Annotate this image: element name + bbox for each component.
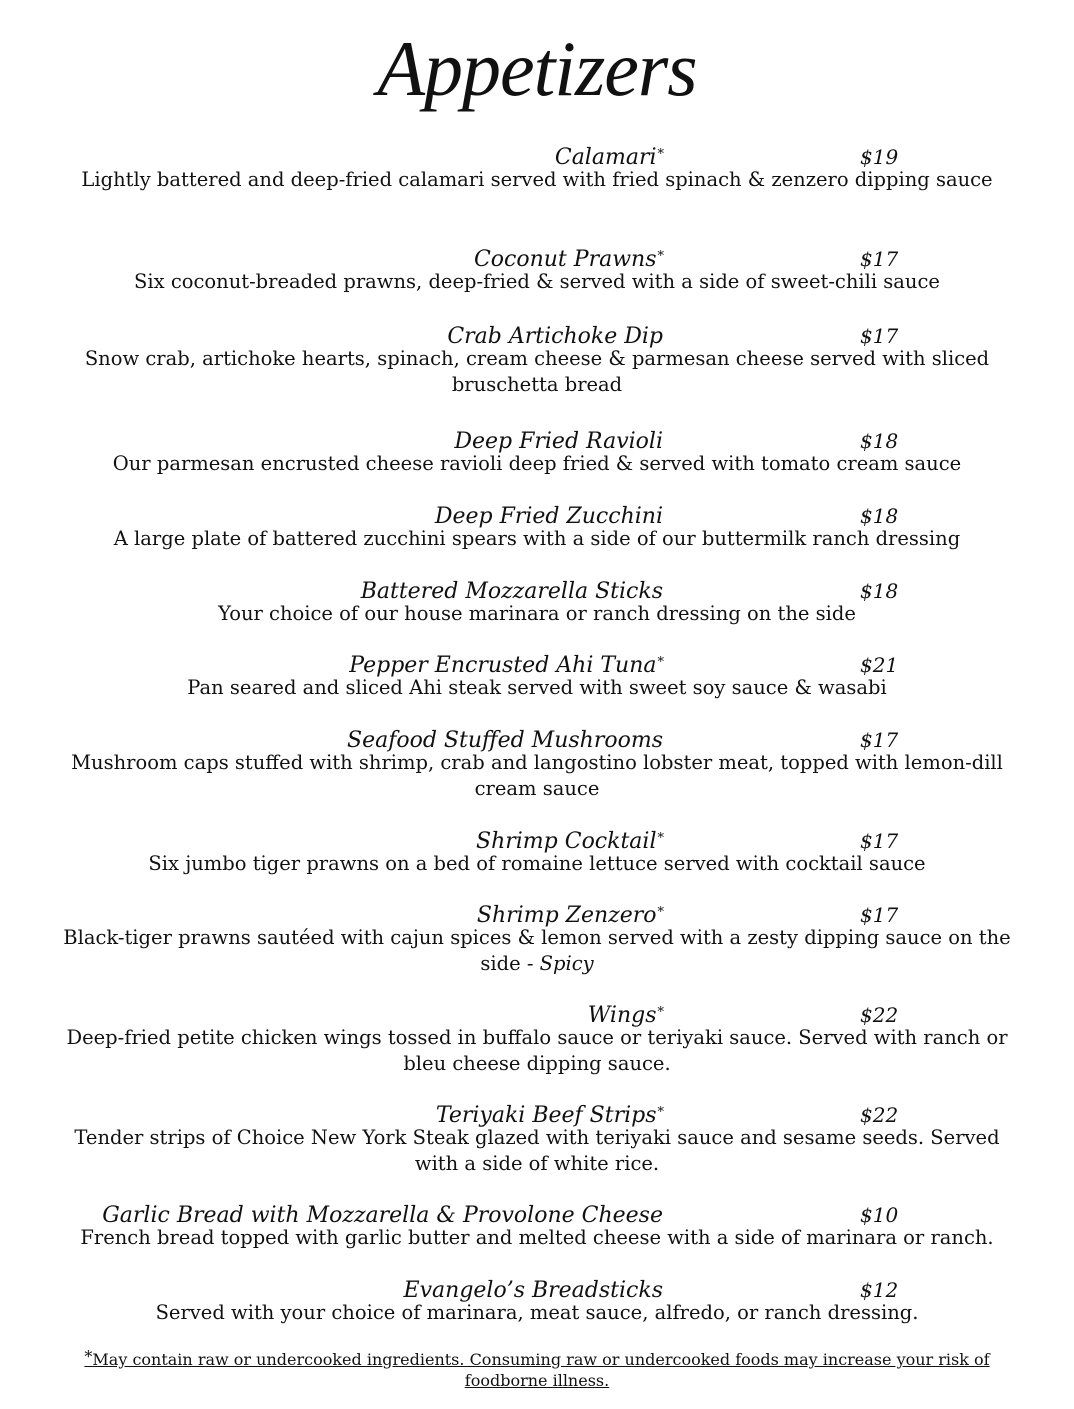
item-description: Black-tiger prawns sautéed with cajun spices & lemon served with a zesty dipping sauce on the side - Spicy bbox=[63, 926, 1011, 975]
footnote-star: * bbox=[84, 1347, 93, 1366]
raw-warning-star: * bbox=[657, 905, 664, 920]
item-price: $19 bbox=[860, 145, 899, 169]
item-price: $17 bbox=[860, 247, 899, 271]
item-description: Pan seared and sliced Ahi steak served with sweet soy sauce & wasabi bbox=[187, 676, 887, 699]
item-name: Crab Artichoke Dip bbox=[447, 324, 663, 349]
item-price: $18 bbox=[860, 429, 899, 453]
item-description: Your choice of our house marinara or ranch dressing on the side bbox=[218, 602, 856, 625]
raw-warning-star: * bbox=[657, 1005, 664, 1020]
menu-item-teriyaki-beef-strips bbox=[0, 1098, 1074, 1177]
item-description: Served with your choice of marinara, meat sauce, alfredo, or ranch dressing. bbox=[155, 1301, 919, 1324]
item-price: $17 bbox=[860, 728, 899, 752]
item-name: Garlic Bread with Mozzarella & Provolone Cheese bbox=[102, 1203, 663, 1228]
menu-item-stuffed-mushrooms bbox=[0, 723, 1074, 802]
raw-warning-star: * bbox=[657, 655, 664, 670]
item-price: $22 bbox=[860, 1003, 899, 1027]
menu-item-shrimp-zenzero bbox=[0, 898, 1074, 977]
menu-item-wings bbox=[0, 998, 1074, 1077]
item-name: Wings* bbox=[587, 1003, 664, 1028]
item-price: $17 bbox=[860, 829, 899, 853]
item-name: Shrimp Zenzero* bbox=[476, 903, 664, 928]
item-price: $17 bbox=[860, 903, 899, 927]
item-name: Pepper Encrusted Ahi Tuna* bbox=[349, 653, 664, 678]
item-description: Six coconut-breaded prawns, deep-fried & served with a side of sweet-chili sauce bbox=[134, 270, 940, 293]
item-description: Deep-fried petite chicken wings tossed in buffalo sauce or teriyaki sauce. Served with ranch or bleu cheese dipping sauce. bbox=[66, 1026, 1008, 1075]
menu-item-breadsticks bbox=[0, 1273, 1074, 1326]
menu-item-coconut-prawns bbox=[0, 242, 1074, 295]
spicy-label: Spicy bbox=[539, 952, 594, 975]
item-name: Battered Mozzarella Sticks bbox=[360, 579, 663, 604]
item-price: $17 bbox=[860, 324, 899, 348]
raw-warning-star: * bbox=[657, 249, 664, 264]
menu-item-deep-fried-ravioli bbox=[0, 424, 1074, 477]
raw-warning-star: * bbox=[657, 831, 664, 846]
item-description: Snow crab, artichoke hearts, spinach, cream cheese & parmesan cheese served with sliced bruschetta bread bbox=[84, 347, 990, 396]
item-name: Seafood Stuffed Mushrooms bbox=[347, 728, 663, 753]
item-name: Shrimp Cocktail* bbox=[476, 829, 664, 854]
item-price: $10 bbox=[860, 1203, 899, 1227]
item-price: $22 bbox=[860, 1103, 899, 1127]
menu-item-ahi-tuna bbox=[0, 648, 1074, 701]
menu-title: Appetizers bbox=[377, 25, 697, 112]
item-description: Lightly battered and deep-fried calamari served with fried spinach & zenzero dipping sauce bbox=[81, 168, 993, 191]
item-price: $18 bbox=[860, 579, 899, 603]
item-name: Teriyaki Beef Strips* bbox=[435, 1103, 664, 1128]
item-description: A large plate of battered zucchini spears with a side of our buttermilk ranch dressing bbox=[113, 527, 961, 550]
item-name: Deep Fried Zucchini bbox=[434, 504, 663, 529]
item-description: Mushroom caps stuffed with shrimp, crab and langostino lobster meat, topped with lemon-dill cream sauce bbox=[71, 751, 1003, 800]
item-price: $21 bbox=[860, 653, 899, 677]
item-price: $12 bbox=[860, 1278, 899, 1302]
item-description: Six jumbo tiger prawns on a bed of romaine lettuce served with cocktail sauce bbox=[148, 852, 926, 875]
menu-item-calamari bbox=[0, 140, 1074, 193]
menu-item-garlic-bread bbox=[0, 1198, 1074, 1251]
item-description: Tender strips of Choice New York Steak glazed with teriyaki sauce and sesame seeds. Served with a side of white rice. bbox=[74, 1126, 1000, 1175]
footnote-text: May contain raw or undercooked ingredients. Consuming raw or undercooked foods may increase your risk of foodborne illness. bbox=[92, 1350, 990, 1390]
menu-item-mozzarella-sticks bbox=[0, 574, 1074, 627]
raw-warning-star: * bbox=[657, 147, 664, 162]
item-name: Coconut Prawns* bbox=[473, 247, 664, 272]
item-name: Calamari* bbox=[554, 145, 664, 170]
item-description: French bread topped with garlic butter and melted cheese with a side of marinara or ranch. bbox=[80, 1226, 994, 1249]
item-description: Our parmesan encrusted cheese ravioli deep fried & served with tomato cream sauce bbox=[112, 452, 962, 475]
item-name: Deep Fried Ravioli bbox=[454, 429, 663, 454]
raw-food-disclaimer bbox=[70, 1346, 1004, 1391]
item-name: Evangelo’s Breadsticks bbox=[403, 1278, 663, 1303]
item-price: $18 bbox=[860, 504, 899, 528]
raw-warning-star: * bbox=[657, 1105, 664, 1120]
menu-item-deep-fried-zucchini bbox=[0, 499, 1074, 552]
menu-item-crab-artichoke-dip bbox=[0, 319, 1074, 398]
menu-item-shrimp-cocktail bbox=[0, 824, 1074, 877]
